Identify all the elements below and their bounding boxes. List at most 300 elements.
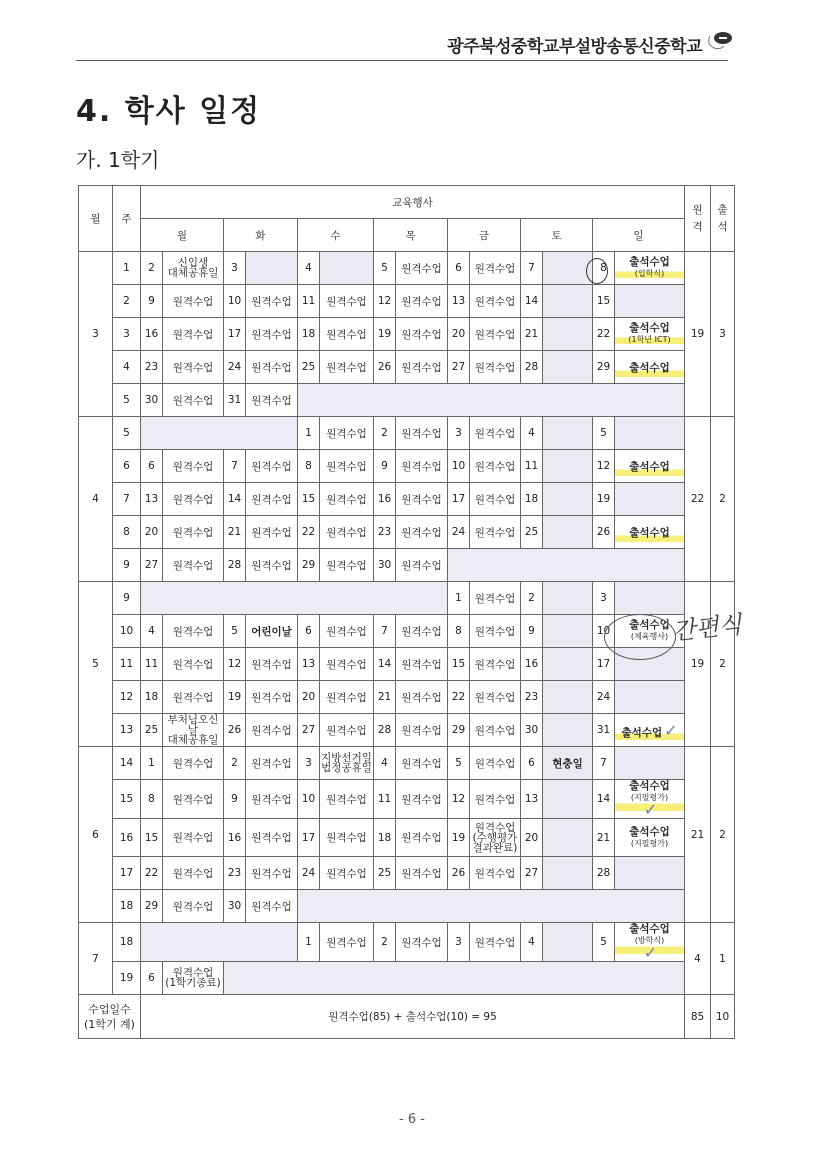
date-event: 원격수업: [470, 648, 521, 681]
date-event: [543, 681, 593, 714]
attendance-label: 출석수업: [629, 923, 670, 935]
date-event: [543, 516, 593, 549]
date-event: 원격수업: [320, 819, 374, 857]
date-number: 10: [593, 615, 615, 648]
date-event: [615, 747, 685, 780]
date-event: 원격수업: [246, 285, 298, 318]
date-number: 20: [448, 318, 470, 351]
date-number: 22: [141, 857, 163, 890]
date-event: 원격수업: [470, 450, 521, 483]
date-event: 원격수업: [246, 318, 298, 351]
week-cell: 9: [113, 582, 141, 615]
date-number: 9: [141, 285, 163, 318]
date-number: 28: [374, 714, 396, 747]
schedule-row: [79, 417, 735, 450]
date-number: 16: [374, 483, 396, 516]
date-number: 13: [521, 780, 543, 819]
date-event: [615, 351, 685, 384]
date-number: 2: [141, 252, 163, 285]
remote-total: 19: [685, 582, 711, 747]
schedule-row: [79, 819, 735, 857]
date-event: [543, 819, 593, 857]
date-event: 원격수업: [396, 857, 448, 890]
date-number: 24: [224, 351, 246, 384]
date-number: 17: [593, 648, 615, 681]
date-event: 원격수업: [246, 384, 298, 417]
date-event: [543, 615, 593, 648]
summary-row: [79, 995, 735, 1039]
date-event: [615, 780, 685, 819]
date-event: 원격수업: [163, 318, 224, 351]
date-number: 30: [374, 549, 396, 582]
date-number: 1: [298, 417, 320, 450]
date-number: 19: [448, 819, 470, 857]
date-event: [615, 681, 685, 714]
date-event: [543, 648, 593, 681]
date-event: 원격수업: [163, 384, 224, 417]
date-number: 23: [521, 681, 543, 714]
date-number: 13: [141, 483, 163, 516]
date-event: 원격수업: [396, 714, 448, 747]
schedule-row: [79, 780, 735, 819]
date-number: 15: [298, 483, 320, 516]
date-number: 29: [141, 890, 163, 923]
schedule-row: [79, 923, 735, 962]
week-cell: 5: [113, 384, 141, 417]
date-number: 16: [141, 318, 163, 351]
empty-days: [224, 962, 685, 995]
date-number: 7: [224, 450, 246, 483]
date-event: [320, 252, 374, 285]
date-number: 5: [593, 417, 615, 450]
date-number: 19: [593, 483, 615, 516]
date-event: [615, 450, 685, 483]
col-events: 교육행사: [141, 186, 685, 219]
date-number: 6: [298, 615, 320, 648]
date-number: 14: [374, 648, 396, 681]
date-number: 20: [141, 516, 163, 549]
schedule-row: [79, 318, 735, 351]
remote-total: 4: [685, 923, 711, 995]
date-number: 9: [374, 450, 396, 483]
date-event: 원격수업: [163, 516, 224, 549]
col-remote: 원격: [685, 186, 711, 252]
date-number: 31: [224, 384, 246, 417]
date-event: 원격수업: [396, 516, 448, 549]
date-event: 원격수업: [163, 549, 224, 582]
attendance-note: (입학식): [634, 269, 665, 278]
date-event: 원격수업: [246, 351, 298, 384]
date-event: 원격수업: [470, 351, 521, 384]
date-number: 26: [448, 857, 470, 890]
date-number: 4: [521, 417, 543, 450]
date-number: 28: [593, 857, 615, 890]
col-month: 월: [79, 186, 113, 252]
date-number: 8: [141, 780, 163, 819]
date-number: 3: [298, 747, 320, 780]
date-number: 6: [521, 747, 543, 780]
date-event: [615, 923, 685, 962]
date-event: 원격수업: [246, 483, 298, 516]
attend-total: 2: [711, 747, 735, 923]
date-number: 28: [224, 549, 246, 582]
attendance-note: (방학식): [634, 936, 665, 945]
col-day-6: 일: [593, 219, 685, 252]
empty-days: [141, 582, 448, 615]
date-number: 20: [521, 819, 543, 857]
summary-attend: 10: [711, 995, 735, 1039]
date-event: 원격수업: [396, 351, 448, 384]
date-event: [543, 450, 593, 483]
date-event: [543, 351, 593, 384]
remote-total: 19: [685, 252, 711, 417]
date-number: 18: [521, 483, 543, 516]
date-number: 29: [298, 549, 320, 582]
attendance-label: 출석수업: [629, 780, 670, 792]
date-event: 원격수업: [163, 681, 224, 714]
date-number: 24: [593, 681, 615, 714]
summary-formula: 원격수업(85) + 출석수업(10) = 95: [141, 995, 685, 1039]
date-event: 원격수업: [320, 450, 374, 483]
schedule-row: [79, 714, 735, 747]
date-event: [615, 516, 685, 549]
date-event: 원격수업: [246, 780, 298, 819]
attendance-label: 출석수업: [629, 361, 670, 374]
date-number: 8: [298, 450, 320, 483]
date-event: 원격수업: [470, 483, 521, 516]
date-event: 원격수업: [246, 681, 298, 714]
date-number: 16: [224, 819, 246, 857]
date-event: 원격수업: [163, 615, 224, 648]
col-day-1: 화: [224, 219, 298, 252]
handwritten-circle: [604, 614, 676, 660]
schedule-row: [79, 450, 735, 483]
date-event: 원격수업: [470, 582, 521, 615]
date-event: 원격수업: [163, 450, 224, 483]
date-number: 21: [593, 819, 615, 857]
date-number: 2: [374, 417, 396, 450]
date-number: 24: [298, 857, 320, 890]
empty-days: [141, 417, 298, 450]
date-number: 28: [521, 351, 543, 384]
date-event: 원격수업: [396, 615, 448, 648]
attendance-label: 출석수업: [629, 460, 670, 473]
date-number: 27: [448, 351, 470, 384]
date-event: 원격수업: [246, 648, 298, 681]
date-number: 6: [141, 450, 163, 483]
date-event: 원격수업 (1학기종료): [163, 962, 224, 995]
date-number: 22: [593, 318, 615, 351]
schedule-row: [79, 962, 735, 995]
date-event: [543, 318, 593, 351]
date-event: 원격수업: [470, 747, 521, 780]
date-number: 31: [593, 714, 615, 747]
date-number: 5: [224, 615, 246, 648]
date-number: 27: [298, 714, 320, 747]
week-cell: 7: [113, 483, 141, 516]
month-cell: 5: [79, 582, 113, 747]
date-event: 원격수업: [320, 483, 374, 516]
date-number: 7: [593, 747, 615, 780]
date-event: 신입생 대체공휴일: [163, 252, 224, 285]
date-event: 원격수업: [246, 890, 298, 923]
date-number: 25: [298, 351, 320, 384]
date-event: 원격수업: [163, 890, 224, 923]
date-number: 6: [448, 252, 470, 285]
col-day-4: 금: [448, 219, 521, 252]
attendance-label: 출석수업: [629, 526, 670, 539]
attend-total: 1: [711, 923, 735, 995]
date-event: [543, 417, 593, 450]
week-cell: 3: [113, 318, 141, 351]
date-event: 원격수업: [396, 483, 448, 516]
date-number: 3: [448, 923, 470, 962]
week-cell: 17: [113, 857, 141, 890]
date-number: 23: [374, 516, 396, 549]
date-event: 원격수업: [470, 923, 521, 962]
date-event: 부처님오신날 대체공휴일: [163, 714, 224, 747]
date-number: 29: [593, 351, 615, 384]
week-cell: 14: [113, 747, 141, 780]
academic-schedule-table: [78, 185, 735, 1039]
date-number: 12: [448, 780, 470, 819]
subsection-title: 가. 1학기: [76, 148, 160, 172]
week-cell: 16: [113, 819, 141, 857]
schedule-row: [79, 483, 735, 516]
week-cell: 9: [113, 549, 141, 582]
month-cell: 3: [79, 252, 113, 417]
summary-remote: 85: [685, 995, 711, 1039]
date-number: 15: [593, 285, 615, 318]
date-number: 10: [224, 285, 246, 318]
section-title: 4. 학사 일정: [76, 94, 262, 129]
attendance-label: 출석수업: [629, 825, 670, 838]
date-number: 22: [448, 681, 470, 714]
col-day-3: 목: [374, 219, 448, 252]
attendance-note: (지필평가): [630, 838, 669, 848]
date-event: [543, 582, 593, 615]
attendance-label: 출석수업: [629, 256, 670, 268]
date-number: 16: [521, 648, 543, 681]
date-event: [615, 318, 685, 351]
empty-days: [141, 923, 298, 962]
week-cell: 10: [113, 615, 141, 648]
date-number: 5: [593, 923, 615, 962]
week-cell: 2: [113, 285, 141, 318]
date-event: 현충일: [543, 747, 593, 780]
month-cell: 7: [79, 923, 113, 995]
date-event: 원격수업: [396, 549, 448, 582]
date-event: 원격수업: [163, 285, 224, 318]
date-event: 원격수업: [163, 648, 224, 681]
attendance-label: 출석수업: [629, 322, 670, 334]
date-event: 원격수업: [320, 615, 374, 648]
date-number: 5: [448, 747, 470, 780]
month-cell: 4: [79, 417, 113, 582]
date-event: 원격수업: [320, 417, 374, 450]
date-event: 원격수업: [163, 857, 224, 890]
schedule-row: [79, 890, 735, 923]
date-event: 원격수업: [396, 923, 448, 962]
date-event: 원격수업: [470, 417, 521, 450]
date-number: 3: [593, 582, 615, 615]
date-number: 12: [374, 285, 396, 318]
date-event: 지방선거일 법정공휴일: [320, 747, 374, 780]
date-number: 22: [298, 516, 320, 549]
date-event: 원격수업: [246, 857, 298, 890]
week-cell: 19: [113, 962, 141, 995]
schedule-row: [79, 582, 735, 615]
date-number: 3: [224, 252, 246, 285]
date-event: 원격수업: [246, 516, 298, 549]
schedule-row: [79, 857, 735, 890]
date-event: 원격수업: [320, 857, 374, 890]
schedule-row: [79, 252, 735, 285]
date-number: 15: [141, 819, 163, 857]
date-number: 3: [448, 417, 470, 450]
summary-label: 수업일수 (1학기 계): [79, 995, 141, 1039]
schedule-row: [79, 516, 735, 549]
handwritten-circle: [586, 258, 608, 284]
date-number: 12: [593, 450, 615, 483]
date-number: 6: [141, 962, 163, 995]
date-number: 17: [448, 483, 470, 516]
date-number: 14: [521, 285, 543, 318]
date-number: 17: [298, 819, 320, 857]
date-number: 1: [141, 747, 163, 780]
date-event: 원격수업: [396, 285, 448, 318]
date-event: 원격수업: [470, 714, 521, 747]
date-event: [615, 483, 685, 516]
date-number: 11: [298, 285, 320, 318]
school-logo-icon: [706, 30, 736, 52]
date-event: [615, 819, 685, 857]
handwritten-note: 간편식: [670, 610, 744, 646]
week-cell: 18: [113, 923, 141, 962]
date-event: 원격수업: [396, 819, 448, 857]
date-event: 원격수업: [246, 714, 298, 747]
col-day-0: 월: [141, 219, 224, 252]
date-number: 1: [298, 923, 320, 962]
date-number: 30: [141, 384, 163, 417]
date-number: 21: [224, 516, 246, 549]
page-number: - 6 -: [399, 1112, 425, 1127]
schedule-row: [79, 285, 735, 318]
attendance-note: (체육행사): [630, 632, 669, 641]
date-event: [543, 857, 593, 890]
week-cell: 8: [113, 516, 141, 549]
date-event: 원격수업: [470, 285, 521, 318]
col-day-2: 수: [298, 219, 374, 252]
schedule-row: [79, 384, 735, 417]
date-number: 25: [141, 714, 163, 747]
week-cell: 13: [113, 714, 141, 747]
date-number: 17: [224, 318, 246, 351]
date-number: 4: [374, 747, 396, 780]
date-event: [543, 780, 593, 819]
attendance-label: 출석수업: [629, 619, 670, 631]
date-number: 13: [448, 285, 470, 318]
date-event: [615, 417, 685, 450]
date-number: 23: [224, 857, 246, 890]
date-event: 원격수업 (수행평가 결과완료): [470, 819, 521, 857]
date-number: 14: [224, 483, 246, 516]
date-number: 13: [298, 648, 320, 681]
date-number: 23: [141, 351, 163, 384]
date-number: 5: [374, 252, 396, 285]
date-number: 27: [521, 857, 543, 890]
date-number: 2: [521, 582, 543, 615]
date-number: 4: [298, 252, 320, 285]
date-event: 원격수업: [470, 516, 521, 549]
date-event: 원격수업: [470, 681, 521, 714]
date-number: 2: [224, 747, 246, 780]
schedule-row: [79, 681, 735, 714]
date-event: [615, 714, 685, 747]
date-number: 26: [593, 516, 615, 549]
date-event: 원격수업: [470, 857, 521, 890]
date-number: 29: [448, 714, 470, 747]
date-event: [543, 923, 593, 962]
date-event: [615, 857, 685, 890]
empty-days: [448, 549, 685, 582]
date-number: 7: [374, 615, 396, 648]
week-cell: 15: [113, 780, 141, 819]
date-number: 1: [448, 582, 470, 615]
date-number: 8: [593, 252, 615, 285]
date-number: 18: [141, 681, 163, 714]
attend-total: 3: [711, 252, 735, 417]
date-event: [543, 252, 593, 285]
col-week: 주: [113, 186, 141, 252]
date-number: 2: [374, 923, 396, 962]
week-cell: 6: [113, 450, 141, 483]
attend-total: 2: [711, 417, 735, 582]
date-number: 25: [374, 857, 396, 890]
date-event: 원격수업: [396, 318, 448, 351]
date-event: [615, 252, 685, 285]
date-number: 4: [141, 615, 163, 648]
date-event: 원격수업: [396, 252, 448, 285]
date-number: 11: [521, 450, 543, 483]
week-cell: 18: [113, 890, 141, 923]
date-event: 원격수업: [246, 549, 298, 582]
date-event: 원격수업: [320, 549, 374, 582]
month-cell: 6: [79, 747, 113, 923]
school-name: 광주북성중학교부설방송통신중학교: [447, 37, 702, 57]
date-number: 27: [141, 549, 163, 582]
date-event: 원격수업: [396, 681, 448, 714]
week-cell: 1: [113, 252, 141, 285]
date-event: [246, 252, 298, 285]
date-number: 19: [224, 681, 246, 714]
date-event: 원격수업: [470, 780, 521, 819]
schedule-row: [79, 351, 735, 384]
date-number: 26: [374, 351, 396, 384]
date-event: 원격수업: [320, 318, 374, 351]
week-cell: 11: [113, 648, 141, 681]
remote-total: 21: [685, 747, 711, 923]
date-number: 18: [374, 819, 396, 857]
week-cell: 4: [113, 351, 141, 384]
date-number: 19: [374, 318, 396, 351]
attendance-label: 출석수업: [621, 726, 663, 739]
date-event: [543, 483, 593, 516]
header-rule: [76, 60, 728, 61]
date-event: 원격수업: [320, 780, 374, 819]
attend-total: 2: [711, 582, 735, 747]
date-event: 원격수업: [396, 450, 448, 483]
